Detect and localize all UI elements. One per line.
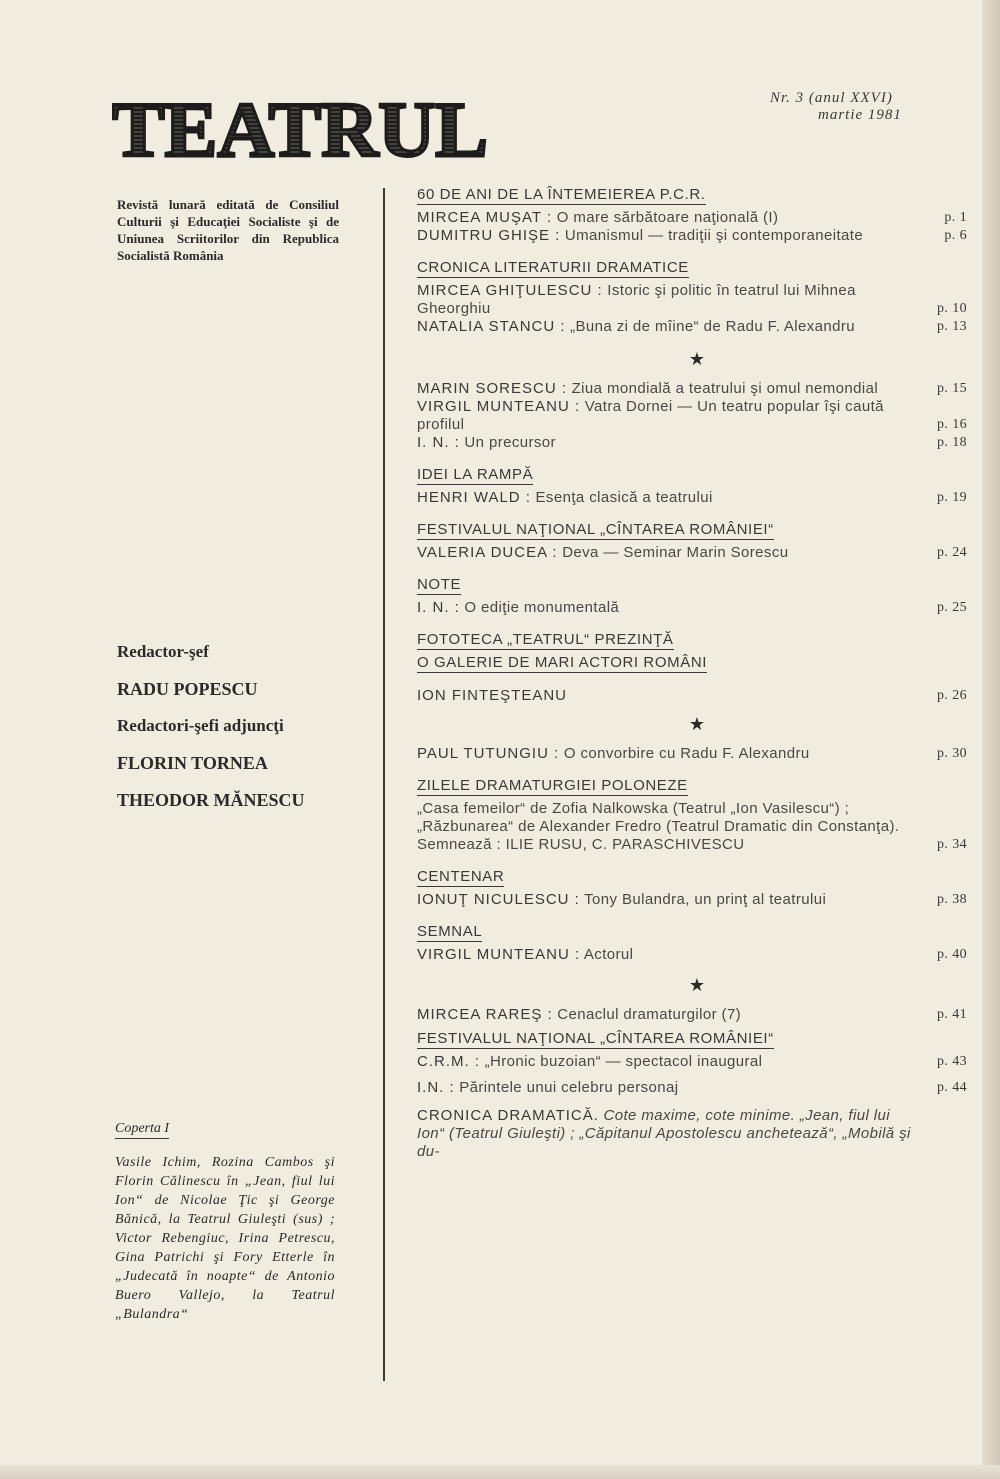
issue-info [770, 90, 990, 124]
section-heading: CENTENAR [417, 868, 505, 885]
publisher-info: Revistă lunară editată de Consiliul Culturii şi Educaţiei Socialiste şi de Uniunea Scriitorilor din Republica Socialistă România [117, 197, 339, 263]
section-heading: NOTE [417, 576, 462, 593]
toc-entry: NATALIA STANCU : „Buna zi de mîine“ de Radu F. Alexandru p. 13 [417, 318, 967, 335]
section-heading: CRONICA LITERATURII DRAMATICE [417, 259, 689, 276]
toc-entry: VIRGIL MUNTEANU : Vatra Dornei — Un teatru popular îşi caută profilul p. 16 [417, 398, 967, 433]
editorial-staff [117, 640, 357, 825]
masthead-title: TEATRUL [112, 90, 488, 170]
deputy-editors-label: Redactori-şefi adjuncţi [117, 716, 284, 735]
toc-entry: „Casa femeilor“ de Zofia Nalkowska (Teatrul „Ion Vasilescu“) ; „Răzbunarea“ de Alexander Fredro (Teatrul Dramatic din Constanţa). Semnează : ILIE RUSU, C. PARASCHIVESCU p. 34 [417, 800, 967, 853]
masthead-logo [112, 90, 492, 170]
section-heading: SEMNAL [417, 923, 483, 940]
section-heading: FESTIVALUL NAŢIONAL „CÎNTAREA ROMÂNIEI“ [417, 1030, 774, 1047]
toc-entry: VIRGIL MUNTEANU : Actorul p. 40 [417, 946, 967, 963]
page-edge [982, 0, 1000, 1479]
column-divider [383, 188, 385, 1381]
section-heading: FOTOTECA „TEATRUL“ PREZINŢĂ [417, 631, 674, 648]
section-heading: CRONICA DRAMATICĂ. [417, 1107, 599, 1124]
toc-entry: VALERIA DUCEA : Deva — Seminar Marin Sorescu p. 24 [417, 544, 967, 561]
toc-entry: I.N. : Părintele unui celebru personaj p. 44 [417, 1079, 967, 1096]
toc-entry: HENRI WALD : Esenţa clasică a teatrului p. 19 [417, 489, 967, 506]
toc-entry: C.R.M. : „Hronic buzoian“ — spectacol inaugural p. 43 [417, 1053, 967, 1070]
toc-entry: MIRCEA RAREŞ : Cenaclul dramaturgilor (7) p. 41 [417, 1006, 967, 1023]
cover-label: Coperta I [115, 1121, 169, 1139]
toc-entry: I. N. : O ediţie monumentală p. 25 [417, 599, 967, 616]
cover-caption [115, 1119, 335, 1324]
cover-description: Vasile Ichim, Rozina Cambos şi Florin Călinescu în „Jean, fiul lui Ion“ de Nicolae Ţic şi George Bănică, la Teatrul Giuleşti (sus) ; Victor Rebengiuc, Irina Petrescu, Gina Patrichi şi Fory Etterle în „Judecată în noapte“ de Antonio Buero Vallejo, la Teatrul „Bulandra“ [115, 1155, 335, 1322]
toc-entry: MIRCEA MUŞAT : O mare sărbătoare naţională (I) p. 1 [417, 209, 967, 226]
toc-entry: IONUŢ NICULESCU : Tony Bulandra, un prinţ al teatrului p. 38 [417, 891, 967, 908]
issue-number: Nr. 3 (anul XXVI) [770, 90, 893, 106]
section-heading: IDEI LA RAMPĂ [417, 466, 534, 483]
deputy-editor-name: THEODOR MĂNESCU [117, 790, 305, 810]
star-separator: ★ [688, 714, 706, 734]
toc-entry: I. N. : Un precursor p. 18 [417, 434, 967, 451]
toc-entry: PAUL TUTUNGIU : O convorbire cu Radu F. Alexandru p. 30 [417, 745, 967, 762]
toc-entry: DUMITRU GHIŞE : Umanismul — tradiţii şi contemporaneitate p. 6 [417, 227, 967, 244]
toc-entry: ION FINTEŞTEANU p. 26 [417, 687, 967, 704]
toc-entry: CRONICA DRAMATICĂ. Cote maxime, cote minime. „Jean, fiul lui Ion“ (Teatrul Giuleşti) ; „Căpitanul Apostolescu anchetează“, „Mobilă şi du- [417, 1107, 911, 1160]
section-heading: ZILELE DRAMATURGIEI POLONEZE [417, 777, 688, 794]
section-heading: 60 DE ANI DE LA ÎNTEMEIEREA P.C.R. [417, 186, 706, 203]
star-separator: ★ [688, 975, 706, 995]
page-bottom-edge [0, 1465, 1000, 1479]
star-separator: ★ [688, 349, 706, 369]
toc-entry: MARIN SORESCU : Ziua mondială a teatrului şi omul nemondial p. 15 [417, 380, 967, 397]
section-heading: FESTIVALUL NAŢIONAL „CÎNTAREA ROMÂNIEI“ [417, 521, 774, 538]
issue-date: martie 1981 [818, 107, 902, 123]
chief-editor-name: RADU POPESCU [117, 679, 258, 699]
toc-entry: MIRCEA GHIŢULESCU : Istoric şi politic în teatrul lui Mihnea Gheorghiu p. 10 [417, 282, 967, 317]
section-heading: O GALERIE DE MARI ACTORI ROMÂNI [417, 654, 708, 671]
table-of-contents [417, 182, 975, 1161]
deputy-editor-name: FLORIN TORNEA [117, 753, 268, 773]
chief-editor-label: Redactor-şef [117, 642, 209, 661]
